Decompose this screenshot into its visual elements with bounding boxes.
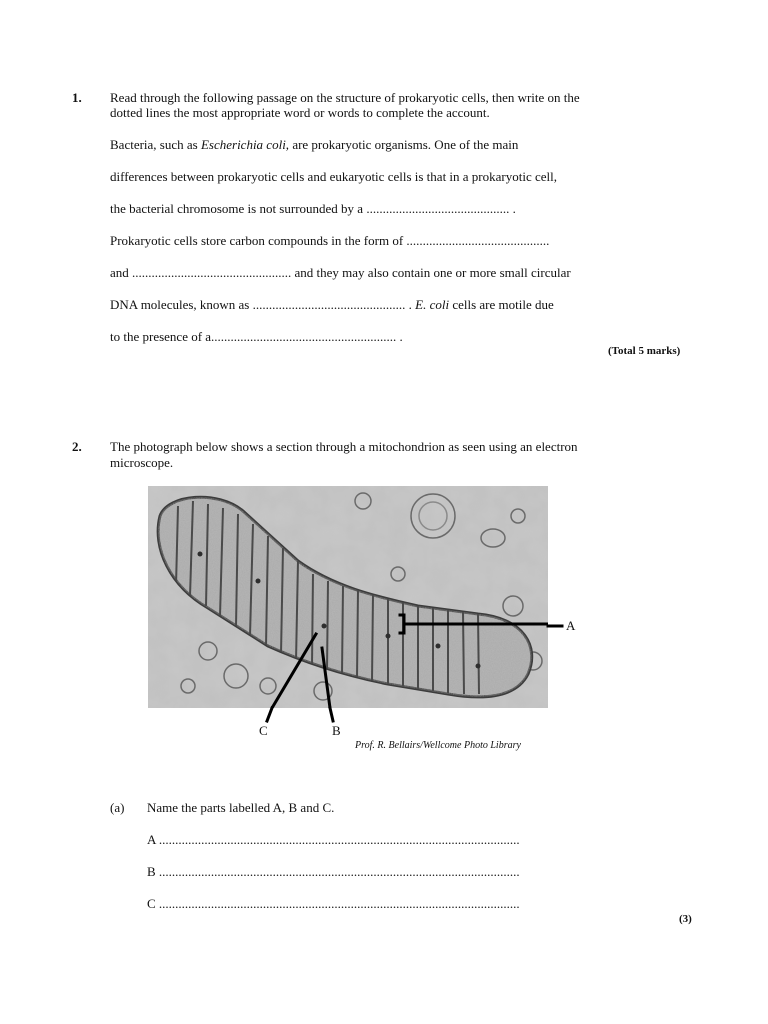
total-marks: (Total 5 marks) bbox=[608, 345, 681, 357]
question-1-instruction-line-2: dotted lines the most appropriate word or words to complete the account. bbox=[110, 105, 490, 120]
passage-text: are prokaryotic organisms. One of the main bbox=[289, 137, 519, 152]
photo-credit: Prof. R. Bellairs/Wellcome Photo Library bbox=[355, 740, 521, 751]
answer-line-c[interactable]: C ............................................................................................................... bbox=[147, 896, 520, 911]
part-a-prompt: Name the parts labelled A, B and C. bbox=[147, 800, 335, 815]
species-name: E. coli bbox=[415, 297, 450, 312]
passage-text: DNA molecules, known as ............................................... . bbox=[110, 297, 416, 312]
question-1-number: 1. bbox=[72, 90, 82, 105]
passage-text: Bacteria, such as bbox=[110, 137, 201, 152]
label-a: A bbox=[566, 618, 576, 633]
answer-line-b[interactable]: B ............................................................................................................... bbox=[147, 864, 520, 879]
passage-line-2: differences between prokaryotic cells and eukaryotic cells is that in a prokaryotic cell, bbox=[110, 169, 557, 184]
part-a-marks: (3) bbox=[679, 913, 692, 925]
label-b: B bbox=[332, 723, 341, 738]
answer-line-a[interactable]: A ............................................................................................................... bbox=[147, 832, 520, 847]
question-2-instruction-line-1: The photograph below shows a section through a mitochondrion as seen using an electron bbox=[110, 439, 578, 454]
part-a-letter: (a) bbox=[110, 800, 125, 815]
passage-line-5: and ................................................. and they may also contain one or more small circular bbox=[110, 265, 571, 280]
passage-text: cells are motile due bbox=[449, 297, 554, 312]
passage-line-4: Prokaryotic cells store carbon compounds in the form of ............................................ bbox=[110, 233, 550, 248]
label-c: C bbox=[259, 723, 268, 738]
passage-line-7: to the presence of a......................................................... . bbox=[110, 329, 403, 344]
passage-line-3: the bacterial chromosome is not surrounded by a ............................................ . bbox=[110, 201, 516, 216]
question-2-number: 2. bbox=[72, 439, 82, 454]
species-name: Escherichia coli, bbox=[200, 137, 290, 152]
question-2-instruction-line-2: microscope. bbox=[110, 455, 174, 470]
question-1-instruction-line-1: Read through the following passage on the structure of prokaryotic cells, then write on the bbox=[110, 90, 580, 105]
